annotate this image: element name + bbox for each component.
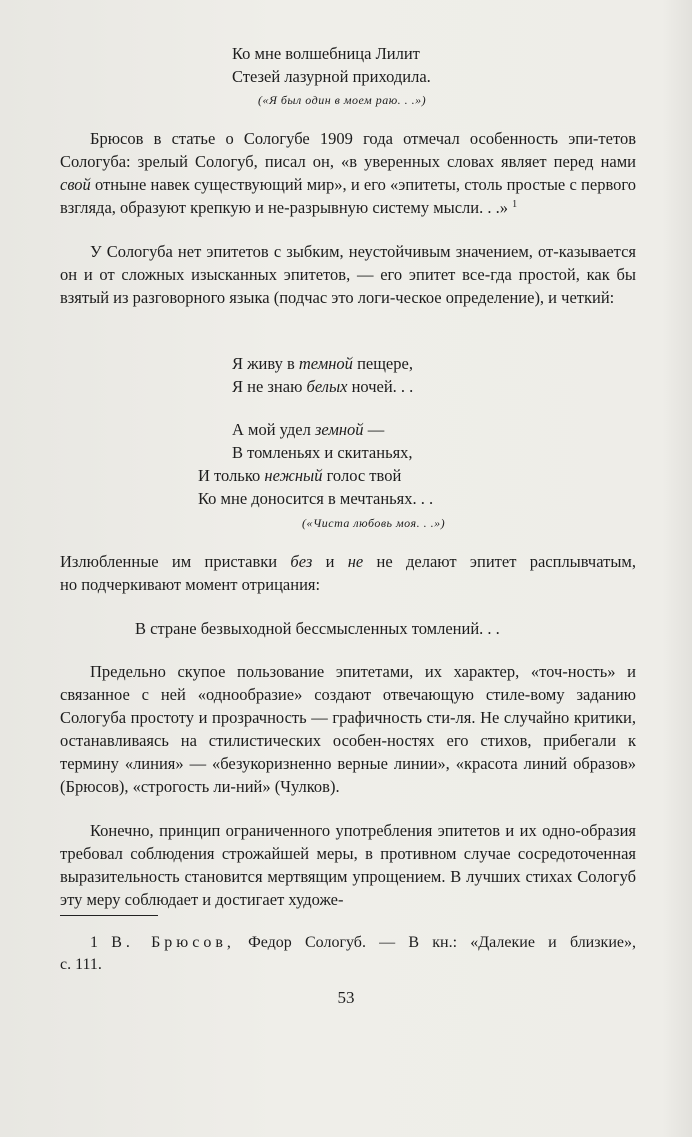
paragraph-measure: Конечно, принцип ограниченного употребления эпитетов и их одно-образия требовал соблюдения строжайшей меры, в противном случае сосредоточенная выразительность становится мертвящим упрощением. В лучших стихах Сологуб эту меру соблюдает и достигает художе- [60, 821, 636, 909]
emphasis-svoi: свой [60, 175, 91, 194]
verse4-line: В стране безвыходной бессмысленных томлений. . . [135, 619, 500, 638]
verse1-source: («Я был один в моем раю. . .») [258, 93, 427, 107]
verse3-line2: В томленьях и скитаньях, [232, 443, 413, 462]
paragraph-prefixes-line2: но подчеркивают момент отрицания: [60, 575, 321, 594]
paragraph-bryusov: Брюсов в статье о Сологубе 1909 года отмечал особенность эпи-тетов Сологуба: зрелый Сологуб, писал он, «в уверенных словах являет перед нами свой отныне навек существующий мир», и его «эпитеты, столь простые с первого взгляда, образуют крепкую и не-разрывную систему мысли. . .» $^1$ [60, 129, 636, 217]
verse1-line2: Стезей лазурной приходила. [232, 67, 431, 86]
paragraph-epithets: У Сологуба нет эпитетов с зыбким, неустойчивым значением, от-казывается он и от сложных изысканных эпитетов, — его эпитет все-гда простой, как бы взятый из разговорного языка (подчас это логи-ческое определение), и четкий: [60, 242, 636, 307]
verse3-line3: И только нежный голос твой [198, 466, 402, 485]
paragraph-prefixes-line1: Излюбленные им приставки без и не не делают эпитет расплывчатым, [60, 552, 636, 571]
verse2-line2: Я не знаю белых ночей. . . [232, 377, 414, 396]
verse1-line1: Ко мне волшебница Лилит [232, 44, 420, 63]
page-number: 53 [337, 988, 355, 1007]
paragraph-graphic-style: Предельно скупое пользование эпитетами, их характер, «точ-ность» и связанное с ней «однообразие» создают отвечающую стиле-вому заданию Сологуба простоту и прозрачность — графичность сти-ля. Не случайно критики, останавливаясь на стилистических особен-ностях его стихов, прибегали к термину «линия» — «безукоризненно верные линии», «красота линий образов» (Брюсов), «строгость ли-ний» (Чулков). [60, 662, 636, 796]
verse3-source: («Чиста любовь моя. . .») [302, 516, 446, 530]
verse2-line1: Я живу в темной пещере, [232, 354, 413, 373]
footnote-ref: 1 [512, 199, 518, 210]
footnote-rule [60, 915, 158, 916]
verse3-line1: А мой удел земной — [232, 420, 385, 439]
footnote: 1 В. Брюсов, Федор Сологуб. — В кн.: «Далекие и близкие», с. 111. [60, 934, 636, 973]
page-gutter-shadow [662, 0, 692, 1137]
footnote-author: В. Брюсов, [111, 934, 235, 951]
verse3-line4: Ко мне доносится в мечтаньях. . . [198, 489, 434, 508]
